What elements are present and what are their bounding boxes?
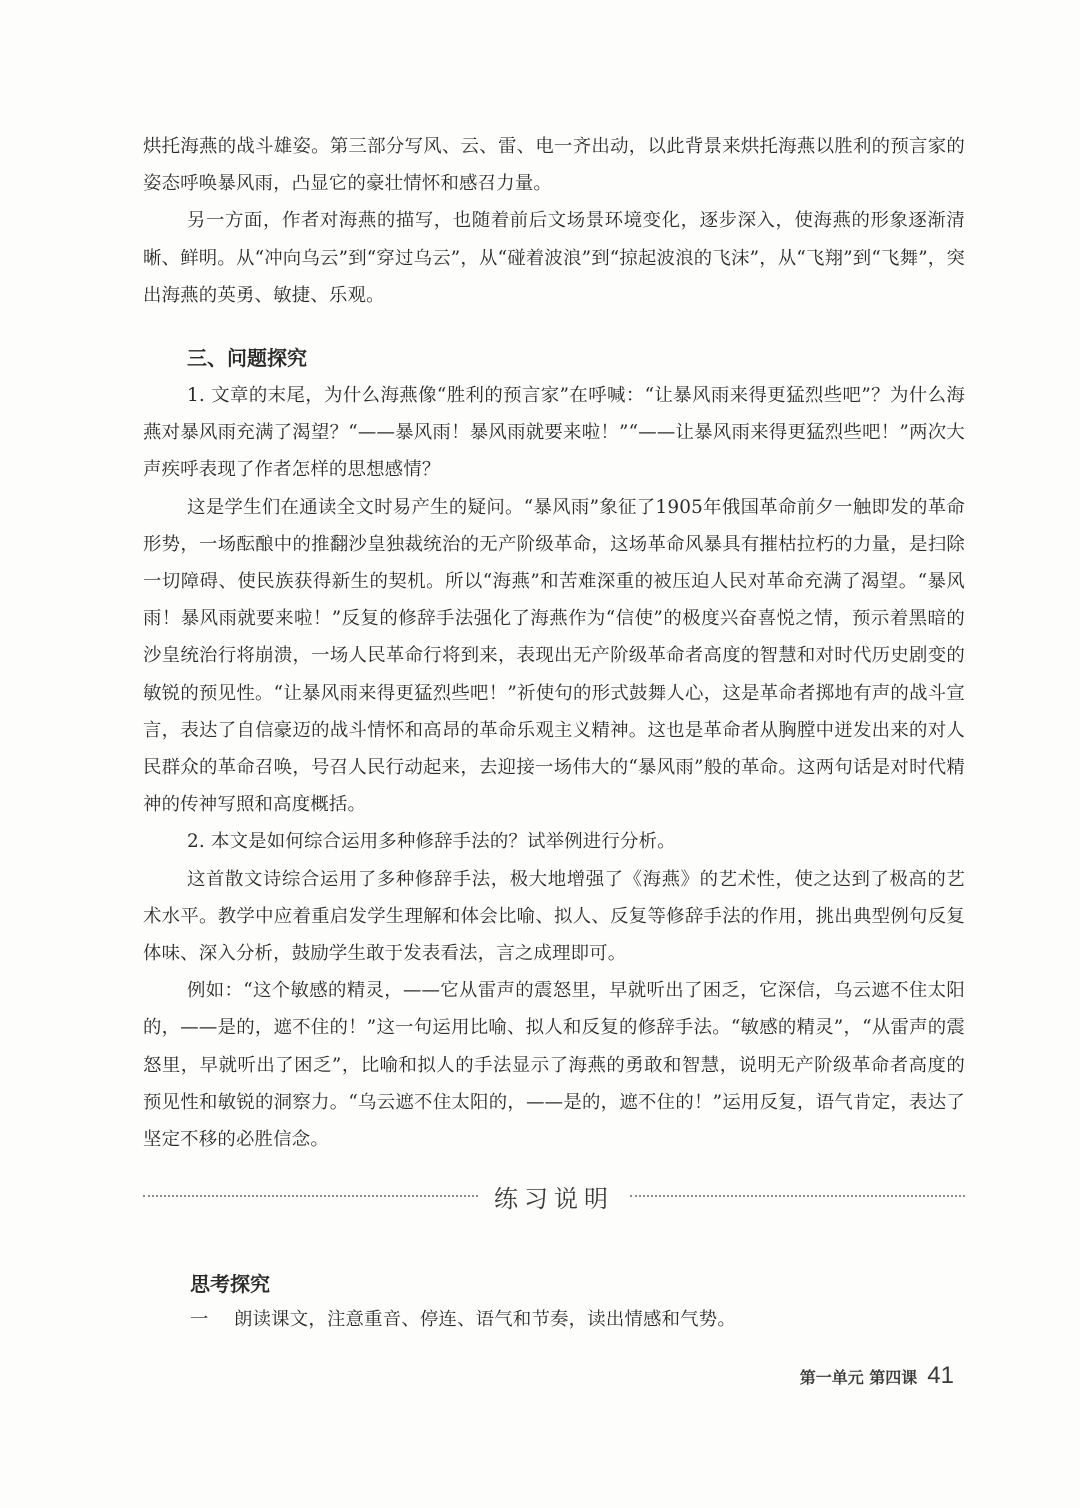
divider-dots-right <box>630 1195 965 1197</box>
question-1: 1. 文章的末尾，为什么海燕像“胜利的预言家”在呼喊：“让暴风雨来得更猛烈些吧”？为什么海燕对暴风雨充满了渴望？“——暴风雨！暴风雨就要来啦！”“——让暴风雨来得更猛烈些吧！”两次大声疾呼表现了作者怎样的思想感情？ <box>143 385 965 481</box>
section-heading-problem-inquiry: 三、问题探究 <box>187 346 307 371</box>
paragraph-continuation: 烘托海燕的战斗雄姿。第三部分写风、云、雷、电一齐出动，以此背景来烘托海燕以胜利的预言家的姿态呼唤暴风雨，凸显它的豪壮情怀和感召力量。 <box>143 136 965 195</box>
practice-heading: 思考探究 <box>190 1272 270 1296</box>
practice-item-number: 一 <box>190 1309 209 1330</box>
practice-item-1 <box>190 1302 970 1338</box>
practice-section <box>190 1266 970 1338</box>
practice-item-text: 朗读课文，注意重音、停连、语气和节奏，读出情感和气势。 <box>234 1309 736 1330</box>
answer-2: 这首散文诗综合运用了多种修辞手法，极大地增强了《海燕》的艺术性，使之达到了极高的艺术水平。教学中应着重启发学生理解和体会比喻、拟人、反复等修辞手法的作用，挑出典型例句反复体味、深入分析，鼓励学生敢于发表看法，言之成理即可。 <box>143 868 965 965</box>
question-2: 2. 本文是如何综合运用多种修辞手法的？试举例进行分析。 <box>187 831 676 853</box>
section-divider <box>143 1178 965 1214</box>
answer-2-example: 例如：“这个敏感的精灵，——它从雷声的震怒里，早就听出了困乏，它深信，乌云遮不住太阳的，——是的，遮不住的！”这一句运用比喻、拟人和反复的修辞手法。“敏感的精灵”，“从雷声的震怒里，早就听出了困乏”，比喻和拟人的手法显示了海燕的勇敢和智慧，说明无产阶级革命者高度的预见性和敏锐的洞察力。“乌云遮不住太阳的，——是的，遮不住的！”运用反复，语气肯定，表达了坚定不移的必胜信念。 <box>143 980 965 1151</box>
answer-1: 这是学生们在通读全文时易产生的疑问。“暴风雨”象征了1905年俄国革命前夕一触即发的革命形势，一场酝酿中的推翻沙皇独裁统治的无产阶级革命，这场革命风暴具有摧枯拉朽的力量，是扫除一切障碍、使民族获得新生的契机。所以“海燕”和苦难深重的被压迫人民对革命充满了渴望。“暴风雨！暴风雨就要来啦！”反复的修辞手法强化了海燕作为“信使”的极度兴奋喜悦之情，预示着黑暗的沙皇统治行将崩溃，一场人民革命行将到来，表现出无产阶级革命者高度的智慧和对时代历史剧变的敏锐的预见性。“让暴风雨来得更猛烈些吧！”祈使句的形式鼓舞人心，这是革命者掷地有声的战斗宣言，表达了自信豪迈的战斗情怀和高昂的革命乐观主义精神。这也是革命者从胸膛中迸发出来的对人民群众的革命召唤，号召人民行动起来，去迎接一场伟大的“暴风雨”般的革命。这两句话是对时代精神的传神写照和高度概括。 <box>143 496 965 816</box>
divider-title: 练习说明 <box>494 1184 614 1213</box>
main-content <box>143 128 965 1158</box>
divider-dots-left <box>143 1195 478 1197</box>
footer-unit-lesson: 第一单元 第四课 <box>799 1368 918 1387</box>
page-number: 41 <box>927 1362 954 1389</box>
paragraph-description: 另一方面，作者对海燕的描写，也随着前后文场景环境变化，逐步深入，使海燕的形象逐渐清晰、鲜明。从“冲向乌云”到“穿过乌云”，从“碰着波浪”到“掠起波浪的飞沫”，从“飞翔”到“飞舞”，突出海燕的英勇、敏捷、乐观。 <box>143 210 965 306</box>
page-footer <box>800 1362 954 1390</box>
